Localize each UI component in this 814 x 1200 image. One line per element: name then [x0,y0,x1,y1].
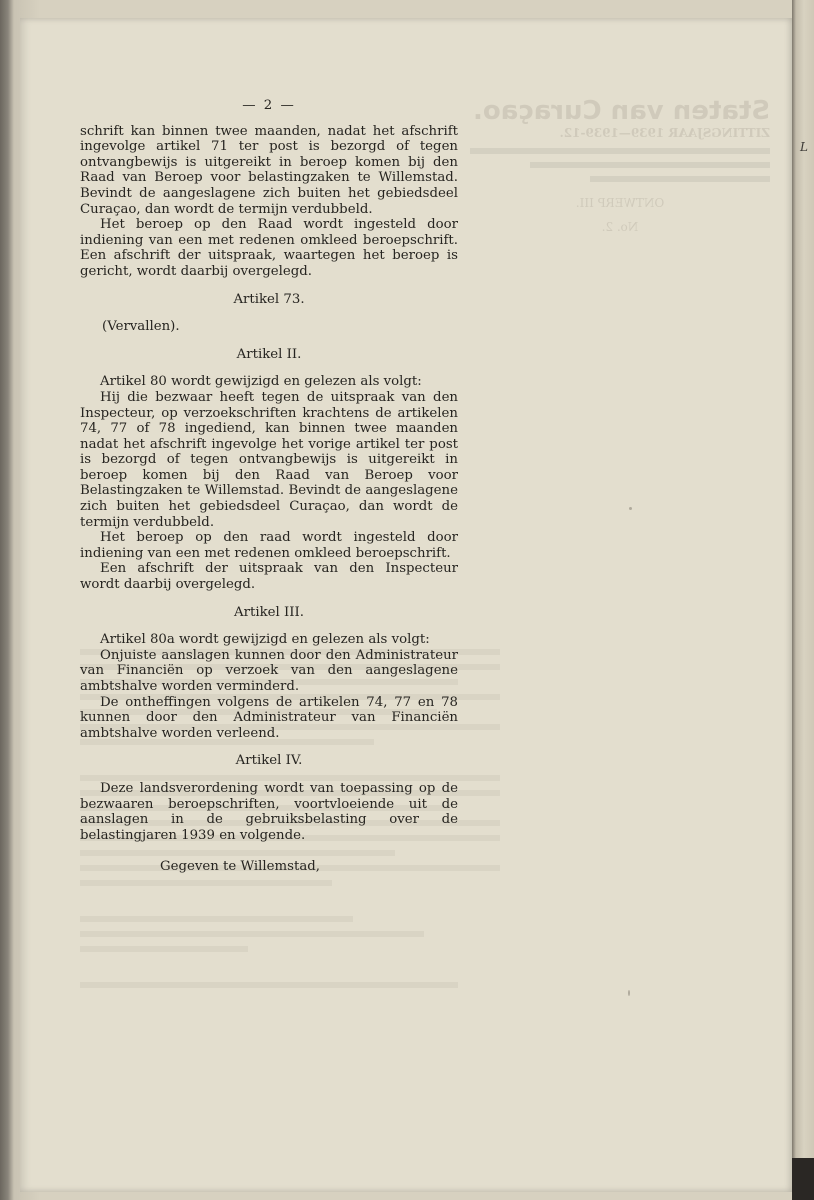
page-number: — 2 — [242,98,296,113]
paragraph: Artikel 80 wordt gewijzigd en gelezen als volgt: [100,374,422,390]
paragraph: De ontheffingen volgens de artikelen 74, 77 en 78 kunnen door den Administrateur van Financiën ambtshalve worden verleend. [80,694,458,741]
repealed-note: (Vervallen). [102,319,180,335]
document-body [80,98,458,875]
closing-line: Gegeven te Willemstad, [160,859,320,875]
speck [629,507,632,510]
article-heading: Artikel II. [236,346,302,362]
paragraph: Artikel 80a wordt gewijzigd en gelezen als volgt: [100,632,430,648]
article-heading: Artikel IV. [235,753,303,769]
article-heading: Artikel 73. [233,291,305,307]
paragraph: schrift kan binnen twee maanden, nadat het afschrift ingevolge artikel 71 ter post is bezorgd of tegen ontvangbewijs is uitgereikt in beroep komen bij den Raad van Beroep voor belastingzaken te Willemstad. Bevindt de aangeslagene zich buiten het gebiedsdeel Curaçao, dan wordt de termijn verdubbeld. [80,123,458,217]
scanner-edge [792,1158,814,1200]
next-page-edge [792,0,814,1200]
paragraph: Een afschrift der uitspraak van den Inspecteur wordt daarbij overgelegd. [80,561,458,593]
speck [628,990,630,996]
paragraph: Deze landsverordening wordt van toepassing op de bezwaaren beroepschriften, voortvloeiende uit de aanslagen in de gebruiksbelasting over de belastingjaren 1939 en volgende. [80,780,458,843]
paragraph: Het beroep op den Raad wordt ingesteld door indiening van een met redenen omkleed beroepschrift. Een afschrift der uitspraak, waartegen het beroep is gericht, wordt daarbij overgelegd. [80,217,458,279]
next-page-letter: L [800,140,808,154]
paragraph: Het beroep op den raad wordt ingesteld door indiening van een met redenen omkleed beroepschrift. [80,530,458,561]
paragraph: Onjuiste aanslagen kunnen door den Administrateur van Financiën op verzoek van den aangeslagene ambtshalve worden verminderd. [80,647,458,694]
paragraph: Hij die bezwaar heeft tegen de uitspraak van den Inspecteur, op verzoekschriften krachtens de artikelen 74, 77 of 78 ingediend, kan binnen twee maanden nadat het afschrift ingevolge het vorige artikel ter post is bezorgd of tegen ontvangbewijs is uitgereikt in beroep komen bij den Raad van Beroep voor Belastingzaken te Willemstad. Bevindt de aangeslagene zich buiten het gebiedsdeel Curaçao, dan wordt de termijn verdubbeld. [80,389,458,530]
article-heading: Artikel III. [234,604,304,620]
